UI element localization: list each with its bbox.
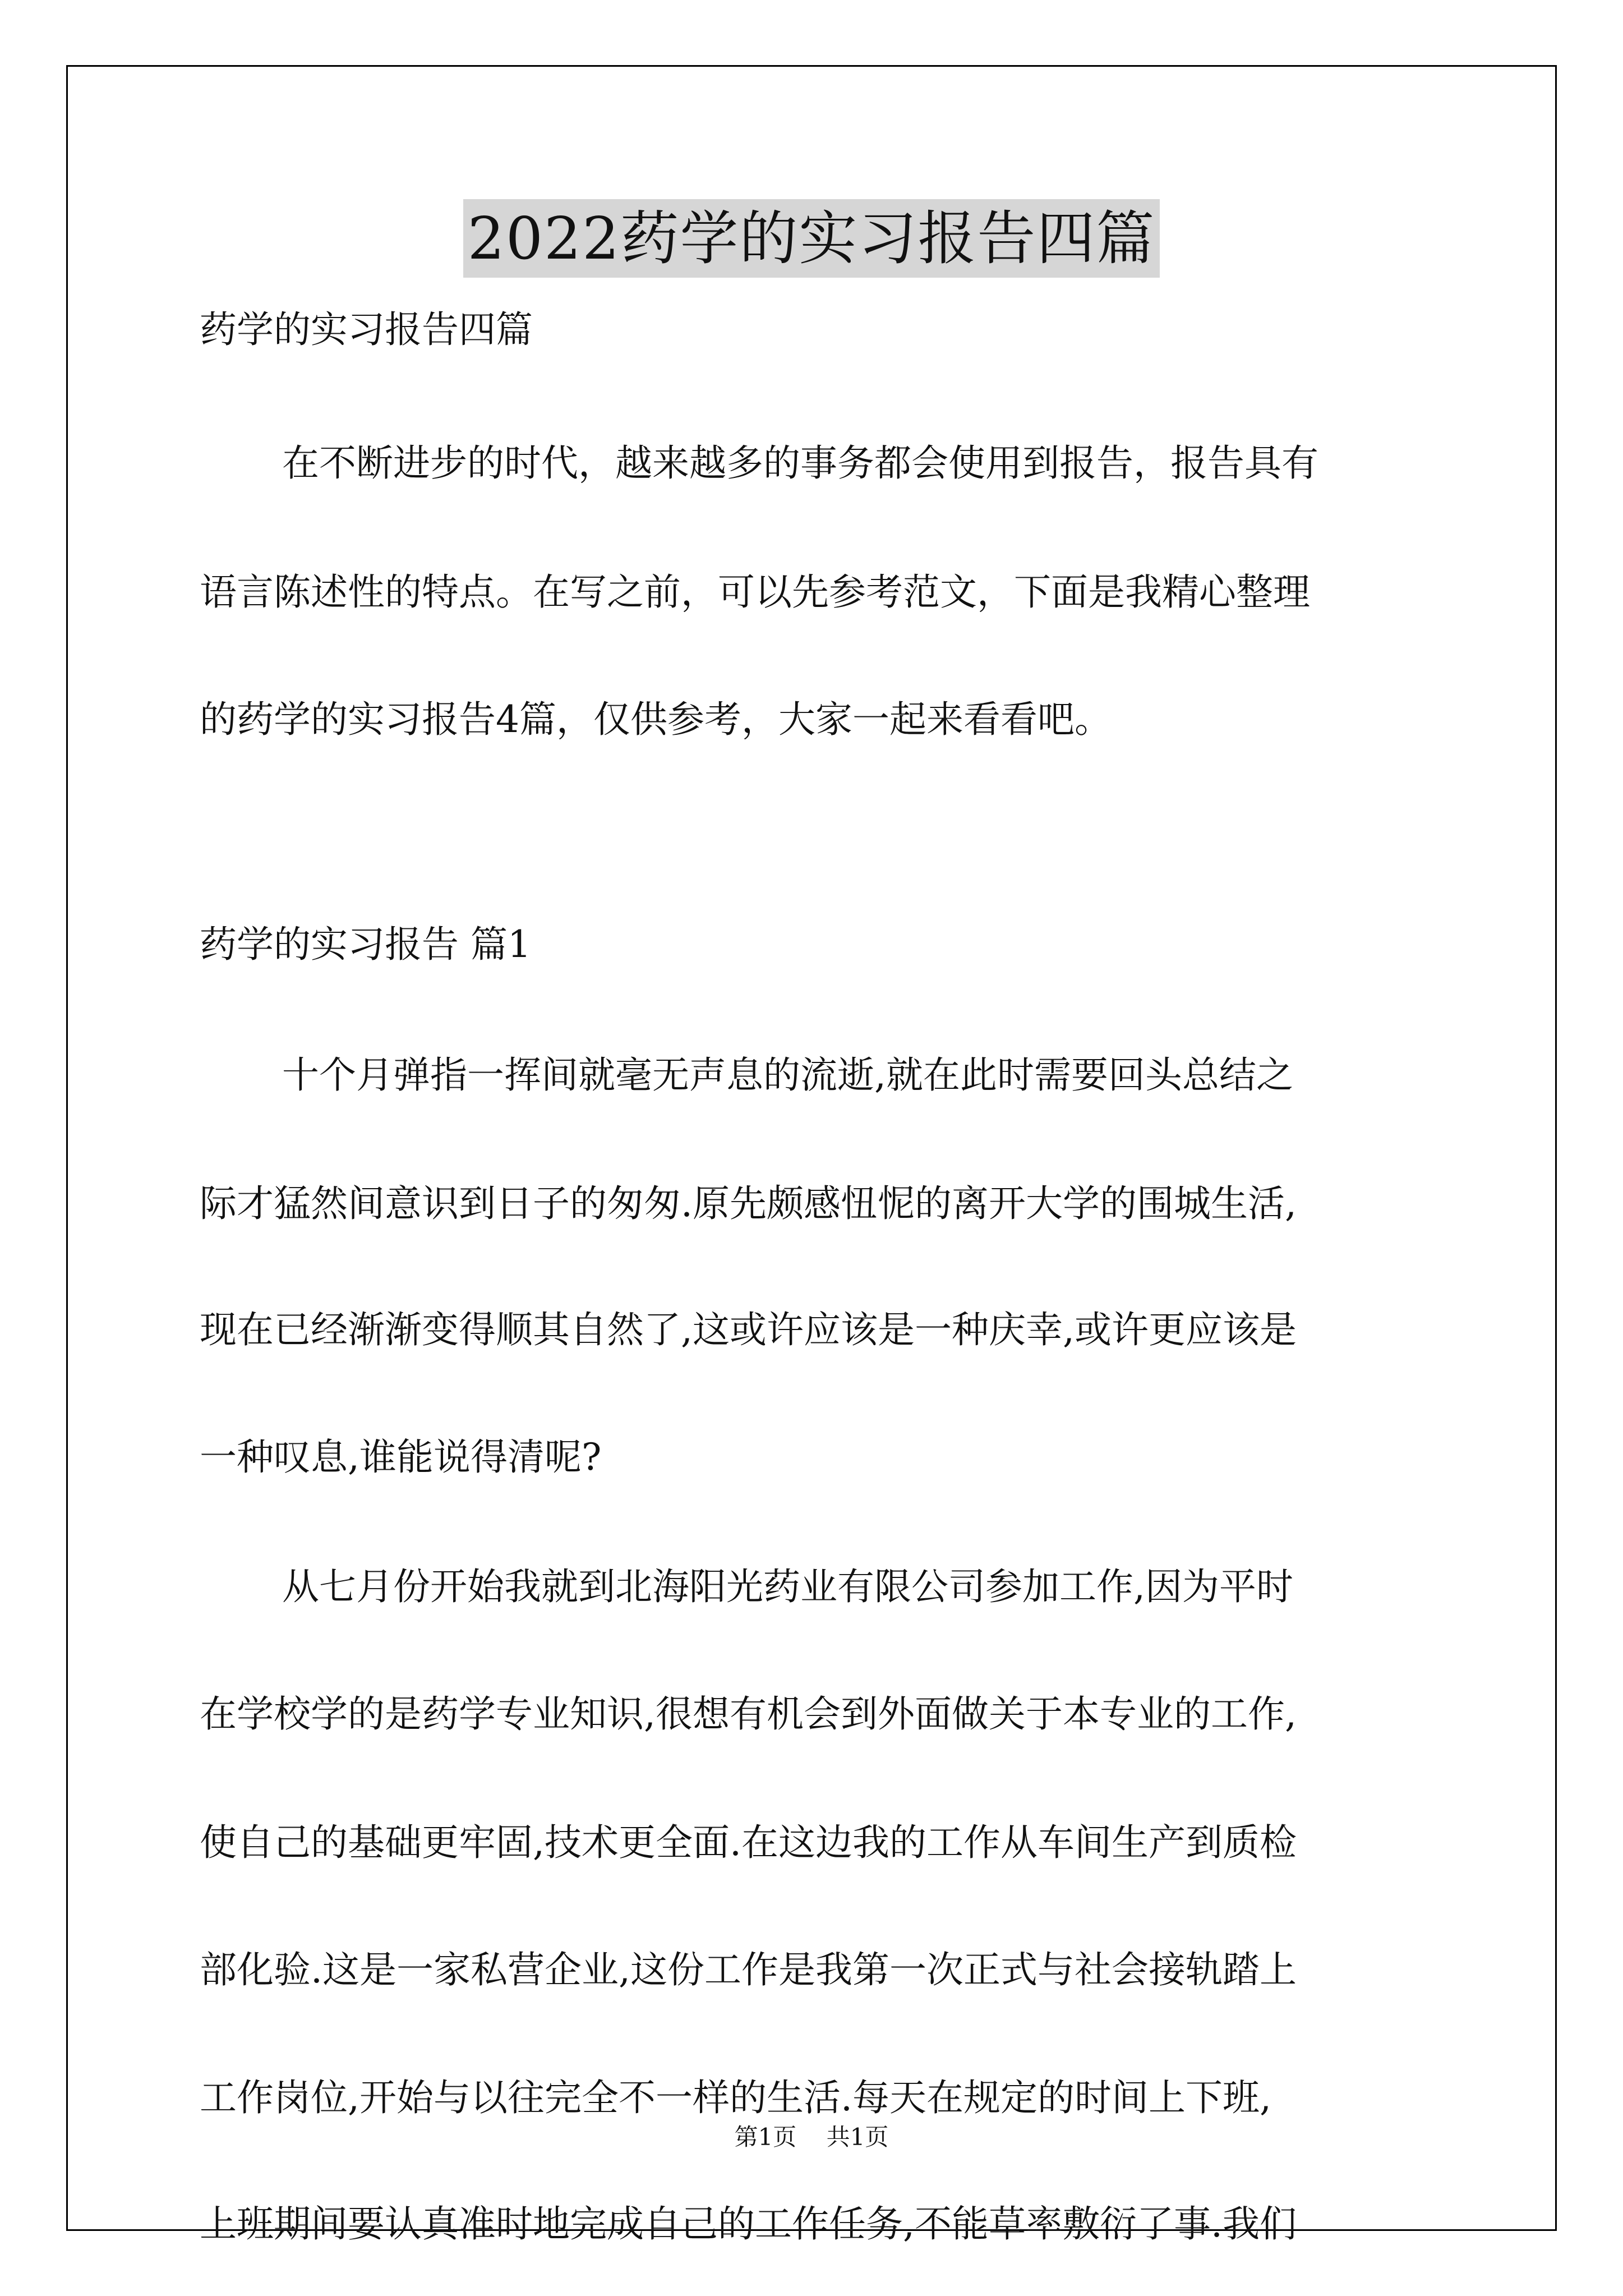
intro-line-1: 在不断进步的时代，越来越多的事务都会使用到报告，报告具有 [282, 441, 1318, 485]
intro-line-2: 语言陈述性的特点。在写之前，可以先参考范文，下面是我精心整理 [200, 570, 1310, 614]
para2-line-5: 工作岗位,开始与以往完全不一样的生活.每天在规定的时间上下班, [200, 2076, 1271, 2119]
page-number: 第1页 [734, 2123, 797, 2151]
section-heading: 药学的实习报告 篇1 [200, 923, 531, 966]
para1-line-4: 一种叹息,谁能说得清呢? [200, 1435, 602, 1479]
para2-line-2: 在学校学的是药学专业知识,很想有机会到外面做关于本专业的工作, [200, 1692, 1297, 1736]
page-footer [0, 2123, 1623, 2151]
intro-line-3: 的药学的实习报告4篇，仅供参考，大家一起来看看吧。 [200, 698, 1112, 741]
para1-line-1: 十个月弹指一挥间就毫无声息的流逝,就在此时需要回头总结之 [282, 1053, 1293, 1097]
document-subtitle: 药学的实习报告四篇 [200, 308, 533, 351]
para2-line-3: 使自己的基础更牢固,技术更全面.在这边我的工作从车间生产到质检 [200, 1821, 1297, 1864]
para2-line-4: 部化验.这是一家私营企业,这份工作是我第一次正式与社会接轨踏上 [200, 1948, 1297, 1991]
para2-line-6: 上班期间要认真准时地完成自己的工作任务,不能草率敷衍了事.我们 [200, 2202, 1297, 2246]
title-container [0, 199, 1623, 278]
para1-line-3: 现在已经渐渐变得顺其自然了,这或许应该是一种庆幸,或许更应该是 [200, 1308, 1297, 1351]
document-title: 2022药学的实习报告四篇 [463, 199, 1160, 278]
page-border [66, 65, 1557, 2231]
para1-line-2: 际才猛然间意识到日子的匆匆.原先颇感忸怩的离开大学的围城生活, [200, 1182, 1297, 1225]
para2-line-1: 从七月份开始我就到北海阳光药业有限公司参加工作,因为平时 [282, 1565, 1293, 1608]
page-total: 共1页 [826, 2123, 889, 2151]
